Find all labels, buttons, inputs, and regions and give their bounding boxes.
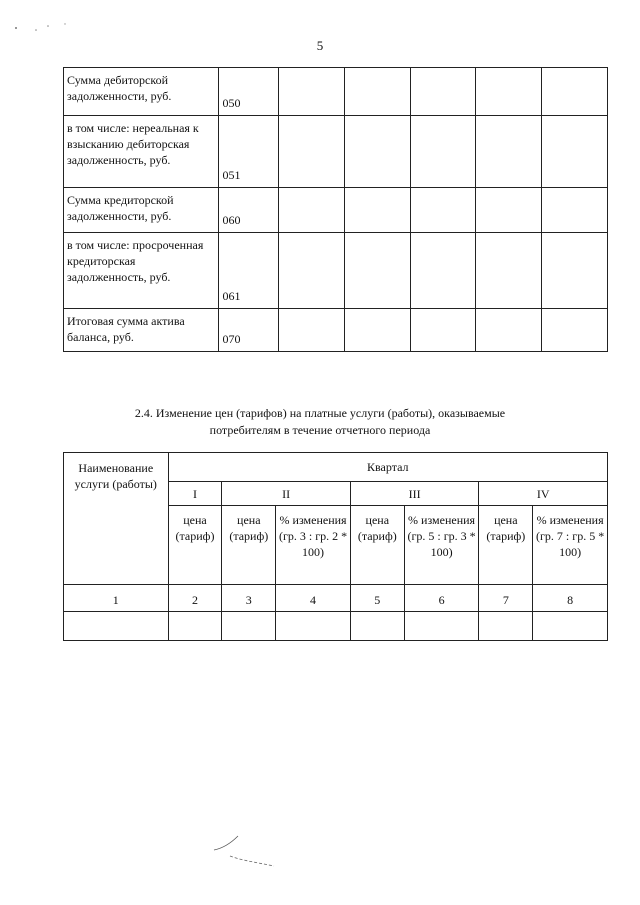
row-code: 070 — [218, 309, 279, 352]
section-title-line: потребителям в течение отчетного периода — [209, 423, 431, 437]
table-row — [64, 188, 608, 233]
section-title-line: 2.4. Изменение цен (тарифов) на платные услуги (работы), оказываемые — [134, 406, 506, 420]
balance-table — [63, 67, 608, 352]
row-name: Итоговая сумма актива баланса, руб. — [64, 309, 219, 352]
blank-cell — [168, 612, 222, 641]
column-header: цена (тариф) — [222, 506, 276, 585]
table-row — [64, 309, 608, 352]
column-header: % изменения (гр. 5 : гр. 3 * 100) — [404, 506, 479, 585]
blank-cell — [542, 309, 608, 352]
quarter-label: I — [168, 482, 222, 506]
blank-cell — [404, 612, 479, 641]
scan-specks — [10, 18, 80, 38]
quarter-label: IV — [479, 482, 608, 506]
table-row — [64, 116, 608, 188]
blank-cell — [276, 612, 351, 641]
blank-cell — [279, 188, 345, 233]
quarter-label: III — [350, 482, 479, 506]
column-header: цена (тариф) — [168, 506, 222, 585]
row-name: в том числе: нереальная к взысканию дебиторская задолженность, руб. — [64, 116, 219, 188]
quarter-header: Квартал — [168, 453, 607, 482]
blank-cell — [476, 309, 542, 352]
blank-cell — [410, 116, 476, 188]
blank-cell — [533, 612, 608, 641]
column-number: 1 — [64, 585, 169, 612]
signature-mark — [210, 830, 280, 870]
row-name: Сумма кредиторской задолженности, руб. — [64, 188, 219, 233]
row-code: 060 — [218, 188, 279, 233]
blank-cell — [476, 233, 542, 309]
blank-cell — [410, 188, 476, 233]
column-header: цена (тариф) — [479, 506, 533, 585]
row-name: в том числе: просроченная кредиторская задолженность, руб. — [64, 233, 219, 309]
blank-cell — [344, 68, 410, 116]
table-row — [64, 233, 608, 309]
column-number: 2 — [168, 585, 222, 612]
tariff-table — [63, 452, 608, 641]
blank-cell — [350, 612, 404, 641]
column-header: % изменения (гр. 3 : гр. 2 * 100) — [276, 506, 351, 585]
header-row — [64, 453, 608, 482]
blank-cell — [542, 188, 608, 233]
blank-cell — [279, 309, 345, 352]
blank-cell — [222, 612, 276, 641]
blank-cell — [279, 233, 345, 309]
page-number: 5 — [316, 38, 324, 53]
blank-cell — [344, 233, 410, 309]
column-number: 5 — [350, 585, 404, 612]
blank-cell — [410, 68, 476, 116]
row-code: 061 — [218, 233, 279, 309]
column-number: 3 — [222, 585, 276, 612]
blank-cell — [476, 188, 542, 233]
column-number: 8 — [533, 585, 608, 612]
column-header: цена (тариф) — [350, 506, 404, 585]
service-name-header: Наименование услуги (работы) — [64, 453, 169, 585]
blank-cell — [479, 612, 533, 641]
quarter-label: II — [222, 482, 351, 506]
row-code: 051 — [218, 116, 279, 188]
row-name: Сумма дебиторской задолженности, руб. — [64, 68, 219, 116]
column-number: 4 — [276, 585, 351, 612]
blank-cell — [344, 116, 410, 188]
blank-cell — [542, 233, 608, 309]
blank-cell — [279, 116, 345, 188]
blank-cell — [410, 309, 476, 352]
blank-cell — [542, 116, 608, 188]
blank-cell — [476, 116, 542, 188]
column-number: 6 — [404, 585, 479, 612]
blank-cell — [410, 233, 476, 309]
table-row — [64, 612, 608, 641]
row-code: 050 — [218, 68, 279, 116]
blank-cell — [344, 309, 410, 352]
section-title — [0, 405, 640, 439]
blank-cell — [64, 612, 169, 641]
blank-cell — [476, 68, 542, 116]
column-number: 7 — [479, 585, 533, 612]
table-row — [64, 68, 608, 116]
column-header: % изменения (гр. 7 : гр. 5 * 100) — [533, 506, 608, 585]
column-number-row — [64, 585, 608, 612]
blank-cell — [542, 68, 608, 116]
blank-cell — [279, 68, 345, 116]
blank-cell — [344, 188, 410, 233]
